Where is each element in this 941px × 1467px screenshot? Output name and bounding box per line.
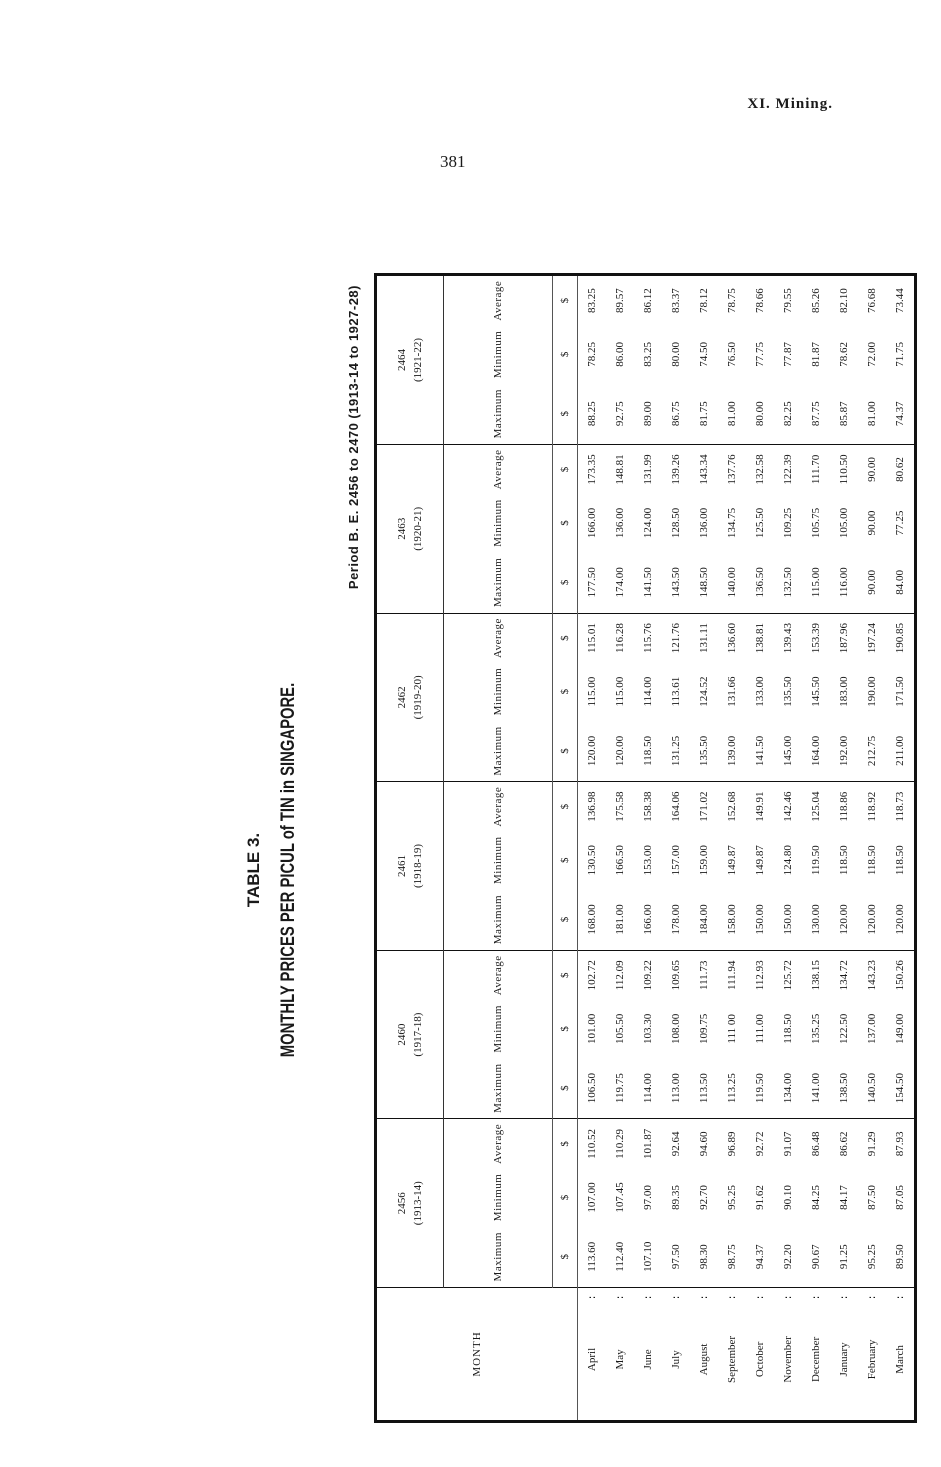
table-cell: 135.50 — [782, 676, 794, 707]
table-cell: 105.00 — [838, 507, 850, 539]
table-cell: 113.00 — [662, 1058, 690, 1119]
month-label: August ∶ — [690, 1288, 718, 1422]
table-cell: 107.00 — [586, 1182, 598, 1213]
table-cell: 112.93 — [754, 960, 766, 991]
sub-header: Average — [444, 275, 553, 326]
table-cell: 140.00 — [718, 552, 746, 613]
table-cell: 81.00 — [858, 383, 886, 444]
table-cell: 87.93 — [886, 1119, 916, 1168]
table-cell: 135.50 — [690, 721, 718, 782]
table-cell: 134.00 — [774, 1058, 802, 1119]
table-cell: 134.75 — [726, 507, 738, 539]
unit-label: $ — [553, 663, 578, 721]
table-cell: 106.50 — [578, 1058, 607, 1119]
table-cell: 143.50 — [662, 552, 690, 613]
month-label: November ∶ — [774, 1288, 802, 1422]
table-cell: 166.00 — [634, 889, 662, 950]
table-cell: 78.75 — [718, 275, 746, 326]
table-cell: 112.40 — [606, 1227, 634, 1288]
table-cell: 177.50 — [578, 552, 607, 613]
table-cell: 166.00 — [586, 507, 598, 539]
table-cell: 78.62 — [838, 342, 850, 367]
unit-label: $ — [553, 494, 578, 552]
table-cell: 138.15 — [810, 960, 822, 991]
table-cell: 118.73 — [886, 782, 916, 831]
table-cell: 115.01 — [586, 623, 598, 653]
table-cell: 87.75 — [802, 383, 830, 444]
table-cell: 150.00 — [746, 889, 774, 950]
table-cell: 108.00 — [670, 1013, 682, 1044]
table-cell: 109.75 — [698, 1013, 710, 1044]
table-cell: 91.07 — [782, 1131, 794, 1157]
table-cell: 125.72 — [782, 960, 794, 991]
table-cell: 138.50 — [830, 1058, 858, 1119]
table-cell: 82.10 — [830, 275, 858, 326]
table-cell: 111.94 — [726, 960, 738, 990]
table-row — [662, 275, 690, 1422]
sub-header: Minimum — [444, 663, 553, 721]
sub-header: Average — [444, 1119, 553, 1168]
unit-label: $ — [553, 782, 578, 831]
table-cell: 136.00 — [614, 507, 626, 539]
year-header: 2463 (1920-21) — [376, 444, 444, 613]
sub-header: Maximum — [444, 721, 553, 782]
month-label: December ∶ — [802, 1288, 830, 1422]
table-cell: 92.75 — [606, 383, 634, 444]
month-label: October ∶ — [746, 1288, 774, 1422]
month-label: April ∶ — [578, 1288, 607, 1422]
table-cell: 86.00 — [614, 342, 626, 367]
table-cell: 178.00 — [662, 889, 690, 950]
table-cell: 184.00 — [690, 889, 718, 950]
table-row — [718, 275, 746, 1422]
table-cell: 115.76 — [642, 623, 654, 653]
table-cell: 192.00 — [830, 721, 858, 782]
table-cell: 158.38 — [642, 791, 654, 822]
price-table — [374, 273, 917, 1423]
table-cell: 115.00 — [802, 552, 830, 613]
table-cell: 76.68 — [858, 275, 886, 326]
table-row — [606, 275, 634, 1422]
table-cell: 141.00 — [802, 1058, 830, 1119]
table-cell: 153.39 — [810, 622, 822, 654]
table-cell: 124.52 — [698, 676, 710, 707]
table-cell: 101.87 — [642, 1128, 654, 1160]
table-cell: 118.92 — [866, 791, 878, 822]
table-cell: 85.26 — [802, 275, 830, 326]
table-cell: 136.50 — [746, 552, 774, 613]
sub-header: Average — [444, 782, 553, 831]
table-cell: 113.60 — [578, 1227, 607, 1288]
unit-label: $ — [553, 275, 578, 326]
table-cell: 97.50 — [662, 1227, 690, 1288]
table-cell: 181.00 — [606, 889, 634, 950]
table-cell: 143.23 — [866, 960, 878, 991]
year-header: 2464 (1921-22) — [376, 275, 444, 445]
table-cell: 86.12 — [634, 275, 662, 326]
unit-label: $ — [553, 950, 578, 999]
table-cell: 77.25 — [886, 494, 916, 552]
table-cell: 84.17 — [838, 1185, 850, 1210]
table-cell: 122.50 — [838, 1013, 850, 1044]
sub-header: Maximum — [444, 889, 553, 950]
year-header: 2460 (1917-18) — [376, 950, 444, 1119]
unit-label: $ — [553, 613, 578, 662]
table-cell: 174.00 — [606, 552, 634, 613]
table-cell: 86.62 — [838, 1131, 850, 1157]
table-cell: 90.10 — [782, 1185, 794, 1210]
table-cell: 107.45 — [614, 1182, 626, 1213]
rotated-table-block — [182, 187, 907, 1467]
table-cell: 94.60 — [698, 1131, 710, 1157]
table-cell: 77.75 — [754, 342, 766, 367]
table-cell: 98.75 — [718, 1227, 746, 1288]
table-cell: 111.70 — [810, 454, 822, 485]
table-cell: 128.50 — [670, 507, 682, 539]
table-cell: 118.86 — [838, 791, 850, 822]
unit-label: $ — [553, 1168, 578, 1226]
unit-label: $ — [553, 831, 578, 889]
table-cell: 92.64 — [670, 1131, 682, 1157]
sub-header: Minimum — [444, 1168, 553, 1226]
table-cell: 115.00 — [586, 676, 598, 707]
table-cell: 149.00 — [886, 1000, 916, 1058]
unit-label: $ — [553, 1227, 578, 1288]
table-cell: 83.25 — [578, 275, 607, 326]
year-header: 2456 (1913-14) — [376, 1119, 444, 1288]
unit-label: $ — [553, 444, 578, 493]
table-cell: 149.87 — [726, 845, 738, 876]
table-cell: 118.50 — [782, 1013, 794, 1044]
table-cell: 157.00 — [670, 845, 682, 876]
unit-label: $ — [553, 1058, 578, 1119]
table-cell: 112.09 — [614, 960, 626, 991]
table-cell: 115.00 — [614, 676, 626, 707]
table-cell: 137.00 — [866, 1013, 878, 1044]
unit-label: $ — [553, 889, 578, 950]
table-cell: 132.50 — [774, 552, 802, 613]
table-cell: 111.00 — [754, 1014, 766, 1044]
table-cell: 87.50 — [866, 1185, 878, 1210]
table-cell: 96.89 — [726, 1131, 738, 1157]
table-cell: 138.81 — [754, 622, 766, 654]
table-cell: 92.20 — [774, 1227, 802, 1288]
table-cell: 149.87 — [754, 845, 766, 876]
table-row — [578, 275, 607, 1422]
table-cell: 134.72 — [838, 960, 850, 991]
table-cell: 102.72 — [586, 960, 598, 991]
table-row — [746, 275, 774, 1422]
table-cell: 109.22 — [642, 960, 654, 991]
table-cell: 120.00 — [830, 889, 858, 950]
table-cell: 71.75 — [886, 325, 916, 383]
table-cell: 72.00 — [866, 342, 878, 367]
table-row — [690, 275, 718, 1422]
table-cell: 110.50 — [838, 454, 850, 485]
section-heading: XI. Mining. — [747, 96, 833, 112]
unit-label: $ — [553, 721, 578, 782]
month-column-header: MONTH — [376, 1288, 578, 1422]
table-cell: 118.50 — [866, 845, 878, 876]
table-cell: 78.66 — [746, 275, 774, 326]
table-cell: 152.68 — [726, 791, 738, 822]
table-cell: 86.75 — [662, 383, 690, 444]
table-cell: 164.06 — [670, 791, 682, 822]
table-cell: 139.00 — [718, 721, 746, 782]
table-cell: 212.75 — [858, 721, 886, 782]
month-label: January ∶ — [830, 1288, 858, 1422]
table-cell: 148.81 — [614, 454, 626, 485]
table-cell: 83.37 — [662, 275, 690, 326]
month-label: March ∶ — [886, 1288, 916, 1422]
table-cell: 131.66 — [726, 676, 738, 707]
sub-header: Maximum — [444, 552, 553, 613]
table-cell: 136.00 — [698, 507, 710, 539]
table-label: TABLE 3. — [244, 832, 263, 908]
table-cell: 81.87 — [810, 342, 822, 367]
table-cell: 148.50 — [690, 552, 718, 613]
table-cell: 130.50 — [586, 845, 598, 876]
table-cell: 113.50 — [690, 1058, 718, 1119]
table-cell: 109.25 — [782, 507, 794, 539]
month-label: May ∶ — [606, 1288, 634, 1422]
table-cell: 95.25 — [858, 1227, 886, 1288]
table-cell: 119.50 — [746, 1058, 774, 1119]
table-cell: 154.50 — [886, 1058, 916, 1119]
table-cell: 119.75 — [606, 1058, 634, 1119]
sub-header: Minimum — [444, 1000, 553, 1058]
table-cell: 89.35 — [670, 1185, 682, 1210]
table-row — [830, 275, 858, 1422]
table-cell: 84.00 — [886, 552, 916, 613]
table-period: Period B. E. 2456 to 2470 (1913-14 to 1927-28) — [346, 285, 361, 590]
table-cell: 149.91 — [754, 791, 766, 822]
table-cell: 132.58 — [754, 454, 766, 485]
table-row — [774, 275, 802, 1422]
table-cell: 105.75 — [810, 507, 822, 539]
sub-header: Minimum — [444, 831, 553, 889]
table-cell: 84.25 — [810, 1185, 822, 1210]
table-cell: 131.11 — [698, 623, 710, 653]
table-cell: 105.50 — [614, 1013, 626, 1044]
sub-header: Maximum — [444, 1058, 553, 1119]
table-cell: 158.00 — [718, 889, 746, 950]
table-cell: 142.46 — [782, 791, 794, 822]
table-cell: 131.99 — [642, 454, 654, 485]
table-cell: 110.52 — [586, 1128, 598, 1159]
table-cell: 107.10 — [634, 1227, 662, 1288]
year-header: 2462 (1919-20) — [376, 613, 444, 782]
table-cell: 139.26 — [670, 454, 682, 485]
unit-label: $ — [553, 1119, 578, 1168]
sub-header: Maximum — [444, 383, 553, 444]
table-row — [802, 275, 830, 1422]
table-cell: 98.30 — [690, 1227, 718, 1288]
table-cell: 197.24 — [866, 622, 878, 654]
month-label: September ∶ — [718, 1288, 746, 1422]
unit-label: $ — [553, 552, 578, 613]
table-cell: 118.50 — [634, 721, 662, 782]
table-cell: 187.96 — [838, 622, 850, 654]
table-cell: 81.00 — [718, 383, 746, 444]
table-cell: 137.76 — [726, 454, 738, 485]
table-cell: 111 00 — [726, 1014, 738, 1044]
table-cell: 175.58 — [614, 791, 626, 822]
table-cell: 116.00 — [830, 552, 858, 613]
table-cell: 91.29 — [866, 1131, 878, 1157]
unit-label: $ — [553, 1000, 578, 1058]
table-cell: 91.25 — [830, 1227, 858, 1288]
month-label: July ∶ — [662, 1288, 690, 1422]
year-header: 2461 (1918-19) — [376, 782, 444, 951]
month-label: June ∶ — [634, 1288, 662, 1422]
table-cell: 118.50 — [886, 831, 916, 889]
table-cell: 145.00 — [774, 721, 802, 782]
table-cell: 120.00 — [858, 889, 886, 950]
table-cell: 80.00 — [746, 383, 774, 444]
table-cell: 190.00 — [866, 676, 878, 707]
table-cell: 139.43 — [782, 622, 794, 654]
sub-header: Average — [444, 613, 553, 662]
table-cell: 143.34 — [698, 454, 710, 485]
table-cell: 114.00 — [642, 676, 654, 707]
table-cell: 87.05 — [886, 1168, 916, 1226]
table-cell: 150.00 — [774, 889, 802, 950]
table-cell: 166.50 — [614, 845, 626, 876]
table-cell: 78.25 — [586, 342, 598, 367]
table-cell: 145.50 — [810, 676, 822, 707]
table-cell: 141.50 — [746, 721, 774, 782]
table-cell: 120.00 — [606, 721, 634, 782]
table-cell: 73.44 — [886, 275, 916, 326]
table-cell: 90.00 — [866, 510, 878, 536]
table-cell: 120.00 — [578, 721, 607, 782]
table-caption: MONTHLY PRICES PER PICUL of TIN in SINGAPORE. — [278, 682, 299, 1058]
table-cell: 124.00 — [642, 507, 654, 539]
table-cell: 74.37 — [886, 383, 916, 444]
table-cell: 89.00 — [634, 383, 662, 444]
table-cell: 89.50 — [886, 1227, 916, 1288]
table-cell: 125.50 — [754, 507, 766, 539]
table-cell: 124.80 — [782, 845, 794, 876]
table-cell: 141.50 — [634, 552, 662, 613]
table-cell: 103.30 — [642, 1013, 654, 1044]
unit-label: $ — [553, 325, 578, 383]
table-cell: 92.70 — [698, 1185, 710, 1210]
table-cell: 114.00 — [634, 1058, 662, 1119]
table-cell: 109.65 — [670, 960, 682, 991]
table-cell: 90.00 — [866, 457, 878, 482]
table-cell: 79.55 — [774, 275, 802, 326]
table-cell: 113.61 — [670, 676, 682, 707]
sub-header: Average — [444, 444, 553, 493]
table-cell: 122.39 — [782, 454, 794, 485]
table-cell: 140.50 — [858, 1058, 886, 1119]
table-cell: 136.60 — [726, 622, 738, 654]
table-cell: 80.62 — [886, 444, 916, 493]
table-cell: 90.67 — [802, 1227, 830, 1288]
unit-label: $ — [553, 383, 578, 444]
table-cell: 80.00 — [670, 342, 682, 367]
sub-header: Minimum — [444, 325, 553, 383]
table-cell: 91.62 — [754, 1185, 766, 1210]
sub-header: Maximum — [444, 1227, 553, 1288]
table-cell: 77.87 — [782, 342, 794, 367]
sub-header: Average — [444, 950, 553, 999]
table-cell: 111.73 — [698, 960, 710, 990]
table-cell: 92.72 — [754, 1131, 766, 1157]
table-cell: 118.50 — [838, 845, 850, 876]
table-cell: 119.50 — [810, 845, 822, 876]
table-row — [858, 275, 886, 1422]
table-cell: 150.26 — [886, 950, 916, 999]
table-row — [634, 275, 662, 1422]
table-cell: 86.48 — [810, 1131, 822, 1157]
table-cell: 171.02 — [698, 791, 710, 822]
table-cell: 164.00 — [802, 721, 830, 782]
table-cell: 136.98 — [586, 791, 598, 822]
table-cell: 121.76 — [670, 622, 682, 654]
table-cell: 74.50 — [698, 342, 710, 367]
table-cell: 173.35 — [586, 454, 598, 485]
table-cell: 76.50 — [726, 342, 738, 367]
table-cell: 190.85 — [886, 613, 916, 662]
table-cell: 97.00 — [642, 1185, 654, 1210]
table-cell: 153.00 — [642, 845, 654, 876]
table-cell: 159.00 — [698, 845, 710, 876]
table-cell: 135.25 — [810, 1013, 822, 1044]
table-cell: 110.29 — [614, 1128, 626, 1159]
table-cell: 171.50 — [886, 663, 916, 721]
table-cell: 89.57 — [606, 275, 634, 326]
table-cell: 125.04 — [810, 791, 822, 822]
table-cell: 133.00 — [754, 676, 766, 707]
table-row — [886, 275, 916, 1422]
page-number: 381 — [440, 152, 466, 171]
table-cell: 168.00 — [578, 889, 607, 950]
table-cell: 101.00 — [586, 1013, 598, 1044]
table-cell: 83.25 — [642, 342, 654, 367]
table-cell: 88.25 — [578, 383, 607, 444]
sub-header: Minimum — [444, 494, 553, 552]
table-cell: 211.00 — [886, 721, 916, 782]
table-cell: 78.12 — [690, 275, 718, 326]
table-cell: 85.87 — [830, 383, 858, 444]
table-cell: 116.28 — [614, 623, 626, 653]
table-cell: 131.25 — [662, 721, 690, 782]
table-cell: 120.00 — [886, 889, 916, 950]
table-cell: 130.00 — [802, 889, 830, 950]
table-cell: 81.75 — [690, 383, 718, 444]
table-cell: 82.25 — [774, 383, 802, 444]
table-cell: 183.00 — [838, 676, 850, 707]
table-cell: 95.25 — [726, 1185, 738, 1210]
month-label: February ∶ — [858, 1288, 886, 1422]
table-cell: 113.25 — [718, 1058, 746, 1119]
table-cell: 94.37 — [746, 1227, 774, 1288]
table-cell: 90.00 — [858, 552, 886, 613]
